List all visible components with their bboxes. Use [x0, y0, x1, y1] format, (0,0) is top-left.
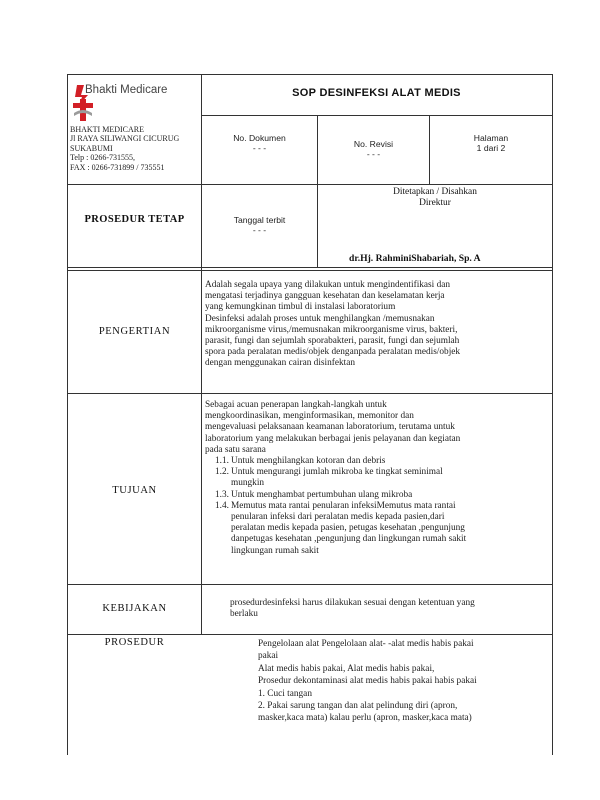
prosedur-tetap-label: PROSEDUR TETAP [84, 214, 185, 225]
hospital-info [70, 125, 200, 172]
list-line: mungkin [231, 478, 265, 489]
list-line: penularan infeksi dari peralatan medis kepada pasien,dari [231, 512, 445, 523]
kebijakan-line: prosedurdesinfeksi harus dilakukan sesuai dengan ketentuan yang [230, 598, 475, 608]
kebijakan-line: berlaku [230, 609, 258, 620]
halaman-value: 1 dari 2 [476, 143, 506, 153]
list-item [215, 467, 549, 489]
halaman-label: Halaman [473, 133, 509, 143]
prosedur-line: 2. Pakai sarung tangan dan alat pelindung diri (apron, [258, 701, 458, 712]
no-revisi-cell [318, 139, 429, 159]
list-number: 1.2. [215, 467, 229, 478]
prosedur-line: masker,kaca mata) kalau perlu (apron, masker,kaca mata) [258, 713, 472, 724]
tujuan-intro-line: mengkoordinasikan, menginformasikan, memonitor dan [205, 411, 414, 422]
tanggal-terbit-cell [202, 215, 317, 235]
tanggal-terbit-value: - - - [252, 225, 267, 235]
tujuan-list [205, 456, 549, 557]
prosedur-label: PROSEDUR [104, 637, 165, 648]
logo-text: Bhakti Medicare [85, 84, 168, 96]
list-number: 1.3. [215, 489, 229, 500]
divider [201, 75, 202, 634]
hospital-address-line1: Jl RAYA SILIWANGI CICURUG [70, 134, 180, 144]
list-number: 1.4. [215, 500, 229, 511]
prosedur-line: Alat medis habis pakai, Alat medis habis pakai, [258, 663, 435, 674]
no-dokumen-value: - - - [252, 143, 267, 153]
divider [201, 115, 552, 116]
divider [68, 184, 552, 185]
prosedur-line: 1. Cuci tangan [258, 688, 312, 699]
pengertian-label: PENGERTIAN [98, 326, 171, 337]
prosedur-line: Pengelolaan alat Pengelolaan alat- -alat medis habis pakai [258, 639, 474, 649]
halaman-cell [430, 133, 552, 153]
signatory-name: dr.Hj. RahminiShabariah, Sp. A [349, 253, 481, 264]
direktur-label: Direktur [419, 198, 451, 208]
pengertian-line: mikroorganisme virus,/memusnakan mikroorganisme virus, bakteri, [205, 324, 458, 335]
document-title: SOP DESINFEKSI ALAT MEDIS [292, 87, 461, 99]
tujuan-intro-line: Sebagai acuan penerapan langkah-langkah untuk [205, 400, 387, 410]
ditetapkan-label: Ditetapkan / Disahkan [393, 187, 477, 197]
divider [68, 267, 552, 268]
pengertian-line: yang kemungkinan timbul di instalasi laboratorium [205, 302, 396, 313]
divider [68, 584, 552, 585]
pengertian-line: parasit, fungi dan sejumlah sporabakteri, parasit, fungi dan sejumlah [205, 336, 460, 347]
list-line: Untuk menghilangkan kotoran dan debris [231, 456, 386, 467]
list-item [215, 490, 549, 501]
tujuan-label: TUJUAN [112, 485, 157, 496]
hospital-telp: Telp : 0266-731555, [70, 153, 135, 163]
list-line: danpetugas kesehatan ,pengunjung dan lingkungan rumah sakit [231, 534, 467, 545]
list-line: Untuk mengurangi jumlah mikroba ke tingkat seminimal [231, 467, 443, 478]
no-revisi-value: - - - [366, 149, 381, 159]
hospital-fax: FAX : 0266-731899 / 735551 [70, 162, 165, 172]
pengertian-line: Desinfeksi adalah proses untuk menghilangkan /memusnakan [205, 313, 435, 324]
prosedur-line: pakai [258, 651, 279, 662]
tujuan-intro-line: pada satu sarana [205, 444, 266, 455]
tujuan-intro-line: laboratorium yang melakukan berbagai jenis pelayanan dan kegiatan [205, 433, 461, 444]
list-line: peralatan medis kepada pasien, petugas kesehatan ,pengunjung [231, 523, 465, 534]
divider [68, 270, 552, 271]
pengertian-text [205, 280, 549, 370]
prosedur-line: Prosedur dekontaminasi alat medis habis pakai habis pakai [258, 676, 477, 687]
ditetapkan-cell [318, 187, 552, 209]
hospital-name: BHAKTI MEDICARE [70, 125, 144, 134]
tujuan-intro-line: mengevaluasi pelaksanaan keamanan laboratorium, terutama untuk [205, 422, 455, 433]
kebijakan-text [230, 598, 550, 620]
list-item [215, 456, 549, 467]
no-dokumen-cell [202, 133, 317, 153]
pengertian-line: spora pada peralatan medis/objek denganpada peralatan medis/objek [205, 347, 461, 358]
list-item [215, 501, 549, 557]
tujuan-text [205, 400, 549, 557]
document-sheet [67, 74, 553, 755]
list-line: Untuk menghambat pertumbuhan ulang mikroba [231, 489, 413, 500]
no-dokumen-label: No. Dokumen [233, 133, 286, 143]
list-line: lingkungan rumah sakit [231, 545, 319, 556]
no-revisi-label: No. Revisi [353, 139, 394, 149]
list-number: 1.1. [215, 456, 229, 467]
tanggal-terbit-label: Tanggal terbit [233, 215, 286, 225]
pengertian-line: dengan menggunakan cairan disinfektan [205, 358, 355, 369]
hospital-address-line2: SUKABUMI [70, 143, 113, 153]
prosedur-text [258, 638, 550, 725]
kebijakan-label: KEBIJAKAN [102, 603, 167, 614]
divider [68, 393, 552, 394]
pengertian-line: Adalah segala upaya yang dilakukan untuk mengindentifikasi dan [205, 280, 451, 290]
divider [68, 634, 552, 635]
list-line: Memutus mata rantai penularan infeksiMemutus mata rantai [231, 500, 456, 511]
pengertian-line: mengatasi terjadinya gangguan kesehatan dan keselamatan kerja [205, 291, 445, 302]
